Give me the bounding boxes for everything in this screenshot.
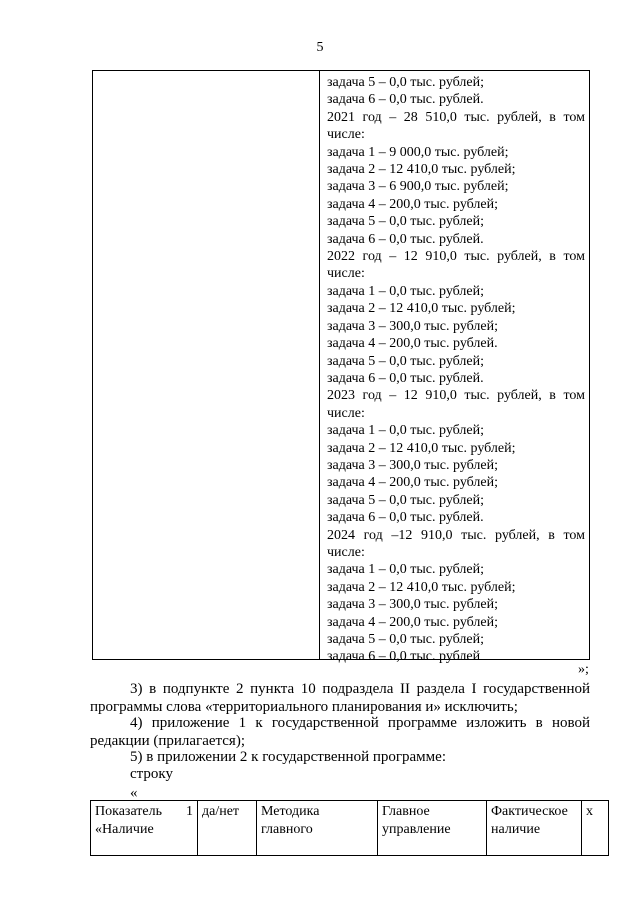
indicator-name-line-2: «Наличие xyxy=(95,822,154,837)
budget-line: задача 6 – 0,0 тыс. рублей. xyxy=(327,231,484,247)
paragraph-5-text: 5) в приложении 2 к государственной программе: xyxy=(130,749,446,765)
paragraph-5 xyxy=(90,748,590,766)
method-line-2: главного xyxy=(261,822,313,837)
budget-line: задача 4 – 200,0 тыс. рублей. xyxy=(327,336,498,352)
budget-line: задача 1 – 0,0 тыс. рублей; xyxy=(327,562,485,578)
table-column-divider xyxy=(319,71,320,659)
budget-line: задача 6 – 0,0 тыс. рублей. xyxy=(327,510,484,526)
budget-line: задача 6 – 0,0 тыс. рублей xyxy=(327,649,481,665)
paragraph-3-line-2: программы слова «территориального планирования и» исключить; xyxy=(90,699,518,715)
value-line-1: Фактическое xyxy=(491,804,568,819)
paragraph-4-line-2: редакции (прилагается); xyxy=(90,733,245,749)
indicator-table xyxy=(90,800,609,856)
method-line-1: Методика xyxy=(261,804,320,819)
budget-line: задача 5 – 0,0 тыс. рублей; xyxy=(327,492,485,508)
open-quote: « xyxy=(130,785,138,801)
responsible-line-2: управление xyxy=(382,822,451,837)
indicator-cell-x xyxy=(582,801,609,856)
budget-line: задача 2 – 12 410,0 тыс. рублей; xyxy=(327,579,516,595)
budget-line: числе: xyxy=(327,266,365,282)
budget-line: задача 1 – 0,0 тыс. рублей; xyxy=(327,423,485,439)
budget-line: задача 6 – 0,0 тыс. рублей. xyxy=(327,92,484,108)
word-stroku: строку xyxy=(130,766,173,782)
budget-line: 2021 год – 28 510,0 тыс. рублей, в том xyxy=(327,109,585,125)
indicator-label: Показатель xyxy=(95,804,162,819)
budget-table xyxy=(92,70,590,665)
budget-line: 2023 год – 12 910,0 тыс. рублей, в том xyxy=(327,388,585,404)
budget-line: 2024 год –12 910,0 тыс. рублей, в том xyxy=(327,527,585,543)
value-line-2: наличие xyxy=(491,822,541,837)
table-row xyxy=(91,801,609,856)
budget-line: задача 4 – 200,0 тыс. рублей; xyxy=(327,614,499,630)
budget-line: числе: xyxy=(327,544,365,560)
indicator-cell-method xyxy=(257,801,378,856)
indicator-cell-responsible xyxy=(378,801,487,856)
budget-line: задача 4 – 200,0 тыс. рублей; xyxy=(327,475,499,491)
budget-line: задача 3 – 300,0 тыс. рублей; xyxy=(327,597,499,613)
budget-line: числе: xyxy=(327,127,365,143)
paragraph-4 xyxy=(90,714,590,750)
responsible-line-1: Главное xyxy=(382,804,430,819)
budget-line: задача 4 – 200,0 тыс. рублей; xyxy=(327,196,499,212)
budget-line: задача 2 – 12 410,0 тыс. рублей; xyxy=(327,301,516,317)
budget-line: задача 3 – 6 900,0 тыс. рублей; xyxy=(327,179,509,195)
budget-line: задача 6 – 0,0 тыс. рублей. xyxy=(327,370,484,386)
budget-line: задача 3 – 300,0 тыс. рублей; xyxy=(327,457,499,473)
paragraph-3-line-1: 3) в подпункте 2 пункта 10 подраздела II раздела I государственной xyxy=(130,681,590,697)
budget-line: задача 5 – 0,0 тыс. рублей; xyxy=(327,632,485,647)
budget-line: задача 5 – 0,0 тыс. рублей; xyxy=(327,353,485,369)
indicator-x: х xyxy=(586,804,593,819)
indicator-unit: да/нет xyxy=(202,804,240,819)
budget-line: числе: xyxy=(327,405,365,421)
budget-line: задача 5 – 0,0 тыс. рублей; xyxy=(327,214,485,230)
paragraph-3 xyxy=(90,680,590,716)
budget-line: задача 1 – 0,0 тыс. рублей; xyxy=(327,283,485,299)
budget-line: задача 2 – 12 410,0 тыс. рублей; xyxy=(327,440,516,456)
indicator-cell-value xyxy=(487,801,582,856)
budget-line: 2022 год – 12 910,0 тыс. рублей, в том xyxy=(327,249,585,265)
budget-line: задача 1 – 9 000,0 тыс. рублей; xyxy=(327,144,509,160)
budget-lines xyxy=(327,74,585,666)
budget-line: задача 2 – 12 410,0 тыс. рублей; xyxy=(327,162,516,178)
page-number: 5 xyxy=(316,40,324,55)
closing-quote: »; xyxy=(578,662,589,677)
indicator-number: 1 xyxy=(186,804,193,819)
paragraph-4-line-1: 4) приложение 1 к государственной программе изложить в новой xyxy=(130,715,590,731)
indicator-cell-unit xyxy=(198,801,257,856)
budget-line: задача 5 – 0,0 тыс. рублей; xyxy=(327,75,485,90)
indicator-cell-name xyxy=(91,801,198,856)
budget-line: задача 3 – 300,0 тыс. рублей; xyxy=(327,318,499,334)
